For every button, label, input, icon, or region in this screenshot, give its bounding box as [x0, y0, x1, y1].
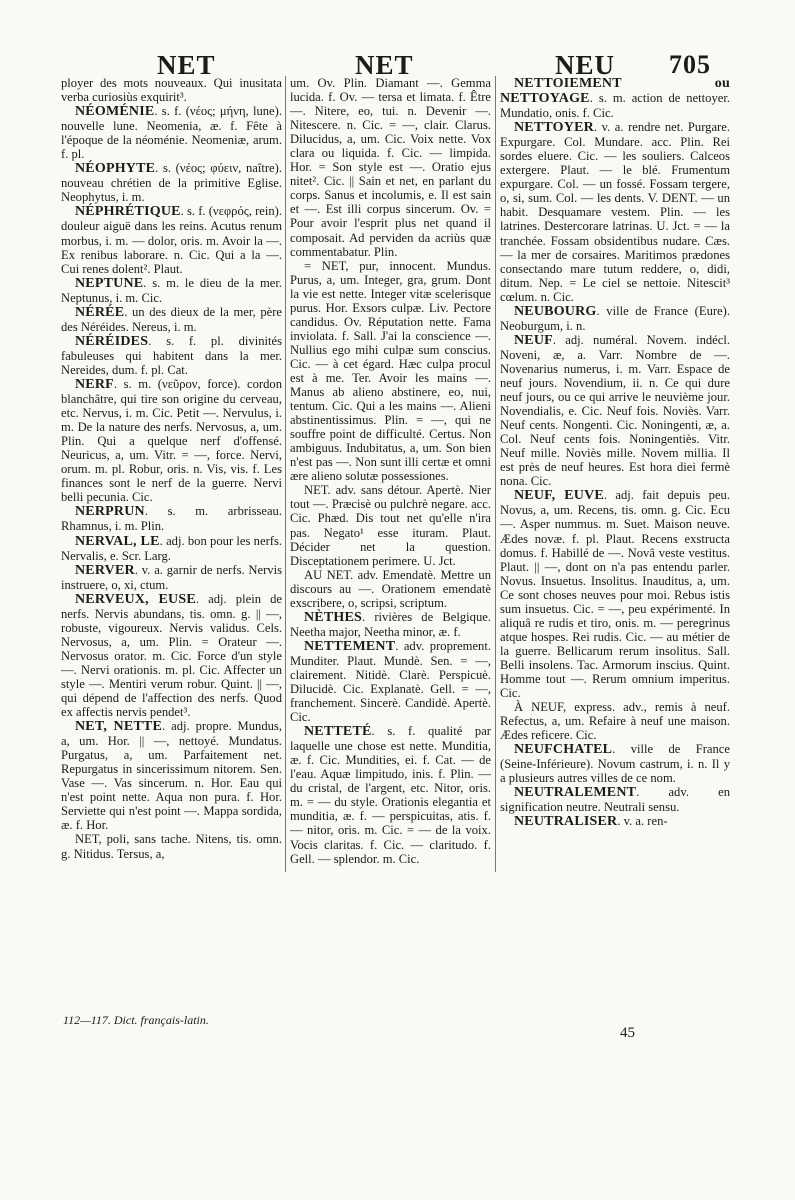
entry-text: um. Ov. Plin. Diamant —. Gemma lucida. f. Ov. — tersa et limata. f. Être —. Nitere, eo, tui. n. Devenir —. Nitescere. n. Cic. = —, clair. Clarus. Dilucidus, a, um. Cic. Voix nette. Vox clara ou liquida. f. Cic. — limpida. Hor. = Son style est —. Oratio ejus nitet². Cic. || Sain et net, en parlant du corps. Sanus et incolumis, e. Il est sain et —. Est illi corpus sincerum. Ov. = Pour avoir l'esprit plus net quand il composait. Ad perviden da acriùs quæ commentabatur. Plin.	[290, 76, 491, 259]
dictionary-entry	[500, 304, 730, 333]
dictionary-entry	[61, 592, 282, 719]
headword: NERPRUN	[75, 504, 145, 520]
column-middle	[285, 76, 496, 872]
dictionary-entry	[61, 204, 282, 275]
dictionary-entry	[61, 334, 282, 377]
headword: NETTOIEMENT ou NETTOYAGE	[500, 76, 730, 107]
headword: NÉRÉE	[75, 304, 125, 320]
column-right	[500, 76, 730, 830]
dictionary-entry	[290, 259, 491, 484]
entry-text: . un des dieux de la mer, père des Néréides. Nereus, i. m.	[61, 304, 282, 334]
entry-text: NET. adv. sans détour. Apertè. Nier tout —. Præcisè ou pulchrè negare. acc. Cic. Phæd. Dis tout net qu'elle n'ira pas. Negato¹ esse ituram. Plaut. Décider net la question. Disceptationem perimere. U. Jct.	[290, 483, 491, 568]
headword: NEUBOURG	[514, 303, 597, 319]
dictionary-entry	[61, 534, 282, 563]
entry-text: . s. f. (νέος; μήνη, lune). nouvelle lune. Neomenia, æ. f. Fête à l'époque de la néoménie. Neomeniæ, arum. f. pl.	[61, 104, 282, 162]
dictionary-entry	[500, 742, 730, 785]
entry-text: . s. (νέος; φύειν, naître). nouveau chrétien de la primitive Eglise. Neophytus, i. m.	[61, 161, 282, 205]
dictionary-entry	[500, 785, 730, 814]
entry-text: . adj. fait depuis peu. Novus, a, um. Recens, tis. omn. g. Cic. Ecu —. Asper nummus. m. Suet. Maison neuve. Ædes novæ. f. pl. Plaut. Recens exstructa domus. f. Habillé de —. Novâ veste vestitus. Plaut. || —, dont on n'a pas entendu parler. Novus. Insuetus. Insolitus. Inauditus, a, um. Ce sont choses neuves pour moi. Rebus istis sum insuetus. Cic. = —, peu expérimenté. In aliquâ re rudis et tiro, onis. m. — peregrinus atque hospes. Rei rudis. Cic. — au métier de la guerre. Bellicarum rerum insolitus. Sall. Belli insolens. Tac. Armorum inscius. Quint. Homme tout —. Rerum omnium imperitus. Cic.	[500, 488, 730, 701]
dictionary-entry	[290, 610, 491, 639]
entry-text: . s. m. action de nettoyer. Mundatio, onis. f. Cic.	[500, 91, 730, 121]
entry-text: . s. m. arbrisseau. Rhamnus, i. m. Plin.	[61, 504, 282, 534]
entry-text: AU NET. adv. Emendatè. Mettre un discours au —. Orationem emendatè exscribere, o, scripsi, scriptum.	[290, 567, 491, 610]
dictionary-entry	[290, 568, 491, 610]
dictionary-entry	[61, 719, 282, 832]
headword: NÉOPHYTE	[75, 161, 156, 177]
entry-text: . adj. numéral. Novem. indécl. Noveni, æ, a. Varr. Nombre de —. Novenarius numerus, i. m. Varr. Espace de neuf jours. Novendium, ii. n. Ce qui dure neuf jours, ou ce qui arrive le neuvième jour. Novendialis, e. Cic. Neuf fois. Noviès. Varr. Neuf cents. Nongenti. Cic. Noningenti, æ, a. Col. Neuf cents fois. Noningentiès. Vitr. Neuf mille. Noviès mille. Novem millia. Il est près de neuf heures. Est hora diei fermè nona. Cic.	[500, 332, 730, 489]
entry-text: . s. m. (νεῦρον, force). cordon blanchâtre, qui tire son origine du cerveau, etc. Nervus, i. m. Cic. Petit —. Nervulus, i. m. De la nature des nerfs. Nervosus, a, um. Plin. Qui a quelque nerf d'offensé. Neuricus, a, um. Vitr. = —, force. Nervi, orum. m. pl. Robur, oris. n. Vis, vis. f. Les finances sont le nerf de la guerre. Nervi belli pecunia. Cic.	[61, 376, 282, 505]
entry-text: . s. m. le dieu de la mer. Neptunus, i. m. Cic.	[61, 275, 282, 305]
entry-text: . ville de France (Eure). Neoburgum, i. n.	[500, 303, 730, 333]
headword: NET, NETTE	[75, 719, 163, 735]
headword: NÉPHRÉTIQUE	[75, 204, 181, 220]
entry-text: . s. f. pl. divinités fabuleuses qui habitent dans la mer. Nereides, dum. f. pl. Cat.	[61, 333, 282, 377]
entry-text: . adv. en signification neutre. Neutrali sensu.	[500, 785, 730, 815]
entry-text: = NET, pur, innocent. Mundus. Purus, a, um. Integer, gra, grum. Dont la vie est nette. Integer vitæ scelerisque purus. Hor. Exsors culpæ. Liv. Pectore candidus. Ov. Réputation nette. Fama inviolata. f. Sall. J'ai la conscience —. Nullius ego mihi culpæ sum conscius. Cic. — à cet égard. Hæc culpa procul est à me. Ter. Avoir les mains —. Manus ab alieno abstinere, eo, nui, tentum. Cic. Qui a les mains —. Alieni abstinentissimus. Plin. = —, qui ne souffre point de difficulté. Certus. Non ambiguus. Indubitatus, a, um. Son bien n'est pas —. Non sunt illi certæ et omni ære alieno solutæ possessiones.	[290, 258, 491, 484]
headword: NÉOMÉNIE	[75, 104, 155, 120]
headword: NEUTRALISER	[514, 814, 618, 830]
headword: NEUFCHATEL	[514, 742, 613, 758]
entry-text: . adv. proprement. Munditer. Plaut. Mundè. Sen. = —, clairement. Nitidè. Clarè. Perspicuè. Dilucidè. Cic. Explanatè. Gell. = —, franchement. Sincerè. Candidè. Apertè. Cic.	[290, 638, 491, 725]
dictionary-entry	[500, 814, 730, 829]
dictionary-entry	[61, 104, 282, 161]
dictionary-entry	[290, 639, 491, 724]
running-head-right: NEU	[555, 50, 616, 80]
running-head-left: NET	[157, 50, 216, 80]
dictionary-entry	[61, 504, 282, 533]
headword: NEPTUNE	[75, 275, 144, 291]
dictionary-entry	[290, 483, 491, 567]
headword: NÉRÉIDES	[75, 333, 149, 349]
dictionary-entry	[290, 76, 491, 259]
entry-text: . adj. bon pour les nerfs. Nervalis, e. Scr. Larg.	[61, 533, 283, 563]
headword: NEUF	[514, 332, 553, 348]
dictionary-entry	[500, 700, 730, 742]
dictionary-entry	[61, 161, 282, 204]
dictionary-entry	[500, 333, 730, 489]
running-head-center: NET	[355, 50, 414, 80]
dictionary-entry	[61, 832, 282, 860]
entry-text: . s. f. qualité par laquelle une chose est nette. Munditia, æ. f. Cic. Mundities, ei. f. Cat. — de l'eau. Aquæ limpitudo, inis. f. Plin. — du cristal, de l'argent, etc. Nitor, oris. m. = — du style. Orationis elegantia et munditia, æ. f. — perspicuitas, atis. f. — nitor, oris. m. Cic. = — de la voix. Vocis claritas. f. Cic. — claritudo. f. Gell. — splendor. m. Cic.	[290, 724, 491, 866]
signature-folio: 45	[620, 1025, 635, 1041]
headword: NERVAL, LE	[75, 533, 160, 549]
headword: NÈTHES	[304, 609, 362, 625]
dictionary-entry	[500, 76, 730, 120]
dictionary-entry	[61, 76, 282, 104]
headword: NETTEMENT	[304, 638, 396, 654]
headword: NEUF, EUVE	[514, 488, 604, 504]
headword: NERVER	[75, 562, 135, 578]
dictionary-entry	[500, 120, 730, 304]
entry-text: . rivières de Belgique. Neetha major, Neetha minor, æ. f.	[290, 609, 491, 639]
entry-text: . adj. plein de nerfs. Nervis abundans, tis. omn. g. || —, robuste, vigoureux. Nervis validus. Cels. Nervosus, a, um. Plin. = Orateur —. Nervosus orator. m. Cic. Force d'un style —. Nervi orationis. m. pl. Cic. Affecter un style —. Mentiri verum robur. Quint. || —, qui dépend de l'affection des nerfs. Quod ex affectis nervis pendet³.	[61, 591, 282, 720]
entry-text: . ville de France (Seine-Inférieure). Novum castrum, i. n. Il y a plusieurs autres villes de ce nom.	[500, 742, 730, 786]
entry-text: . v. a. rendre net. Purgare. Expurgare. Col. Mundare. acc. Plin. Rei sordes eluere. Cic. — les souliers. Calceos extergere. Plaut. — le blé. Frumentum expurgare. Col. — un fossé. Fossam tergere, o, si, sum. Col. — les dents. V. DENT. — un habit. Desquamare vestem. Plin. — les latrines. Destercorare latrinas. U. Jct. = — la tranchée. Fossam obsidentibus nudare. Cæs. — la mer de corsaires. Maritimos prædones consectando mare tutum reddere, o, didi, ditum. Nep. = Le ciel se nettoie. Nitescit³ cœlum. n. Cic.	[500, 120, 730, 304]
headword: NETTOYER	[514, 120, 594, 136]
dictionary-entry	[61, 377, 282, 504]
entry-text: . v. a. garnir de nerfs. Nervis instruere, o, xi, ctum.	[61, 562, 282, 592]
dictionary-entry	[61, 563, 282, 592]
entry-text: . adj. propre. Mundus, a, um. Hor. || —, nettoyé. Mundatus. Purgatus, a, um. Parfaitement net. Repurgatus in sincerissimum nitorem. Sen. Vase —. Vas sincerum. n. Hor. Eau qui n'est point nette. Aqua non pura. f. Hor. Serviette qui n'est point —. Mappa sordida, æ. f. Hor.	[61, 719, 282, 833]
headword: NERF	[75, 376, 114, 392]
headword: NEUTRALEMENT	[514, 785, 637, 801]
printer-signature: 112—117. Dict. français-latin.	[63, 1013, 209, 1027]
dictionary-entry	[61, 276, 282, 305]
entry-text: . s. f. (νεφρός, rein). douleur aiguë dans les reins. Acutus renum morbus, i. m. — dolor, oris. m. Avoir la —. Ex renibus laborare. n. Cic. Qui a la —. Cui renes dolent². Plaut.	[61, 204, 282, 276]
entry-text: . v. a. ren-	[617, 814, 668, 829]
entry-text: À NEUF, express. adv., remis à neuf. Refectus, a, um. Refaire à neuf une maison. Ædes reficere. Cic.	[500, 700, 730, 743]
dictionary-entry	[290, 724, 491, 865]
entry-text: ployer des mots nouveaux. Qui inusitata verba curiosiùs exquirit³.	[61, 76, 282, 105]
page-number: 705	[669, 50, 711, 79]
dictionary-entry	[61, 305, 282, 334]
column-left	[61, 76, 282, 1016]
headword: NERVEUX, EUSE	[75, 591, 196, 607]
entry-text: NET, poli, sans tache. Nitens, tis. omn. g. Nitidus. Tersus, a,	[61, 832, 282, 861]
headword: NETTETÉ	[304, 724, 372, 740]
dictionary-entry	[500, 488, 730, 700]
